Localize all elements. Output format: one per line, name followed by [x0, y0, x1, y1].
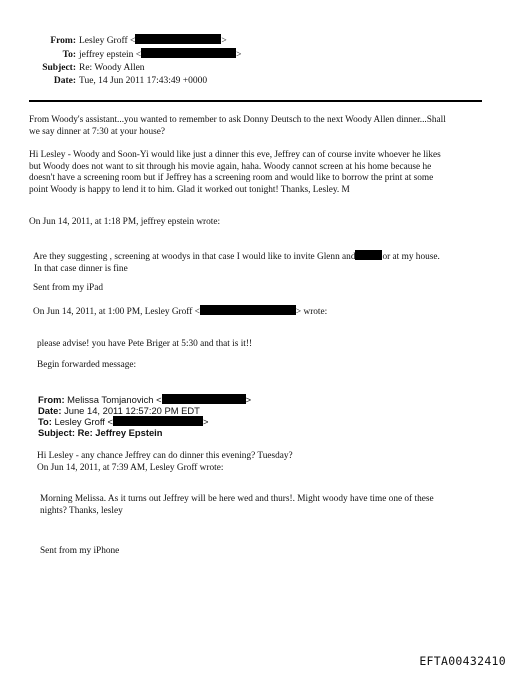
fwd-date-row [38, 405, 251, 416]
advise-line: please advise! you have Pete Briger at 5:30 and that is it!! [37, 339, 253, 349]
text-segment: On Jun 14, 2011, at 1:00 PM, Lesley Groff < [33, 307, 200, 317]
fwd-from-value: Melissa Tomjanovich < [67, 394, 162, 405]
text-segment: Are they suggesting , screening at woodys in that case I would like to invite Glenn and [33, 252, 356, 262]
from-value: Lesley Groff < [79, 36, 136, 46]
text-segment: > wrote: [295, 307, 328, 317]
redaction-box [355, 250, 382, 260]
forwarded-label: Begin forwarded message: [37, 360, 137, 370]
text-line: doesn't have a screening room but if Jeffrey has a screening room and would like to borrow the print at some [29, 173, 434, 183]
sent-from-iphone: Sent from my iPhone [40, 546, 120, 556]
quoted-message-1 [33, 250, 440, 275]
text-line: From Woody's assistant...you wanted to remember to ask Donny Deutsch to the next Woody Allen dinner...Shall [29, 115, 446, 125]
body-paragraph-1 [29, 115, 446, 138]
header-subject-row [0, 62, 242, 75]
fwd-to-row [38, 416, 251, 427]
date-value: Tue, 14 Jun 2011 17:43:49 +0000 [79, 76, 208, 86]
fwd-from-row [38, 394, 251, 405]
text-line: we say dinner at 7:30 at your house? [29, 126, 166, 137]
text-line: On Jun 14, 2011, at 7:39 AM, Lesley Groff wrote: [37, 462, 224, 473]
forwarded-message-body [37, 451, 293, 474]
to-label: To: [62, 50, 76, 60]
fwd-from-label: From: [38, 394, 65, 405]
text-line [33, 250, 440, 264]
close-bracket: > [202, 416, 209, 427]
forwarded-header [38, 394, 251, 438]
header-date-row [0, 75, 242, 88]
text-line: point Woody is happy to lend it to him. Glad it worked out tonight! Thanks, Lesley. M [29, 184, 350, 195]
fwd-subject-row [38, 427, 251, 438]
from-label: From: [50, 36, 76, 46]
header-to-row [0, 48, 242, 62]
fwd-subject-value: Re: Jeffrey Epstein [77, 427, 163, 438]
text-line: Morning Melissa. As it turns out Jeffrey will be here wed and thurs!. Might woody have time one of these [40, 494, 434, 504]
quoted-message-3 [40, 494, 434, 517]
document-id: EFTA00432410 [419, 654, 506, 668]
text-segment: or at my house. [382, 252, 440, 262]
to-value: jeffrey epstein < [79, 50, 142, 60]
fwd-to-value: Lesley Groff < [54, 416, 113, 427]
fwd-to-label: To: [38, 416, 52, 427]
text-line: Hi Lesley - any chance Jeffrey can do dinner this evening? Tuesday? [37, 451, 293, 461]
text-line: but Woody does not want to sit through his movie again, haha. Woody cannot screen at his home because he [29, 161, 432, 172]
subject-value: Re: Woody Allen [79, 63, 145, 73]
fwd-date-label: Date: [38, 405, 62, 416]
header-divider [29, 100, 482, 102]
redaction-box [162, 394, 246, 404]
quote-attribution [33, 305, 327, 319]
redaction-box [200, 305, 296, 315]
email-header [0, 34, 242, 88]
body-paragraph-2 [29, 150, 441, 196]
quote-attribution: On Jun 14, 2011, at 1:18 PM, jeffrey epstein wrote: [29, 217, 221, 227]
close-bracket: > [221, 36, 227, 46]
redaction-box [113, 416, 203, 426]
text-line: Hi Lesley - Woody and Soon-Yi would like just a dinner this eve, Jeffrey can of course invite whoever he likes [29, 150, 441, 160]
redaction-box [135, 34, 221, 44]
sent-from-ipad: Sent from my iPad [33, 283, 103, 293]
header-from-row [0, 34, 242, 48]
text-line: nights? Thanks, lesley [40, 505, 123, 516]
fwd-date-value: June 14, 2011 12:57:20 PM EDT [64, 405, 200, 416]
close-bracket: > [236, 50, 242, 60]
close-bracket: > [245, 394, 252, 405]
text-line: In that case dinner is fine [34, 263, 128, 274]
subject-label: Subject: [42, 63, 76, 73]
redaction-box [141, 48, 236, 58]
fwd-subject-label: Subject: [38, 427, 75, 438]
date-label: Date: [53, 76, 76, 86]
